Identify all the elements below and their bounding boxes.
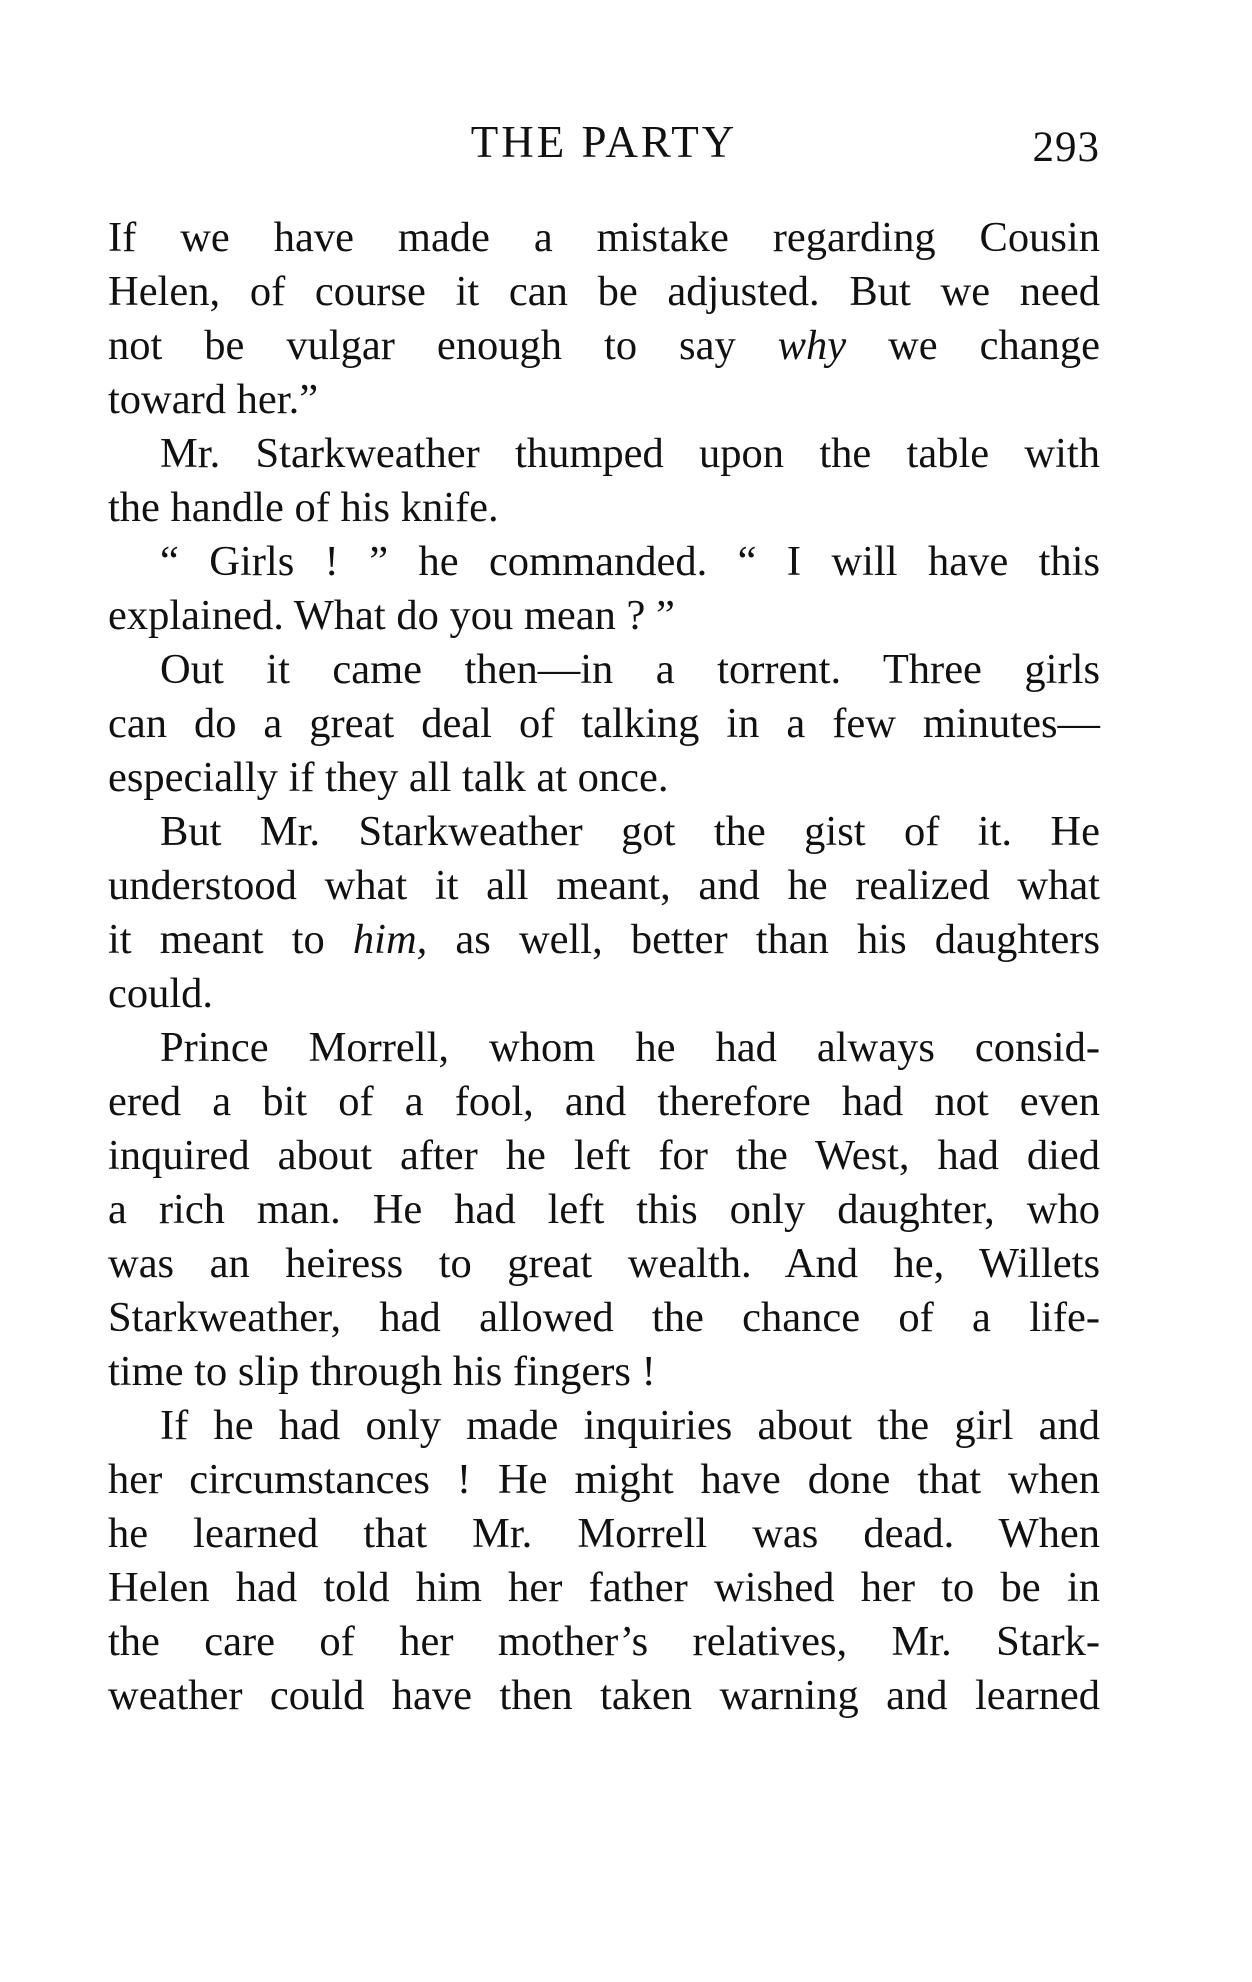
text-line: he learned that Mr. Morrell was dead. When bbox=[108, 1510, 1100, 1557]
text-line: can do a great deal of talking in a few minutes— bbox=[108, 700, 1100, 747]
text-line bbox=[108, 913, 1100, 967]
text-line: a rich man. He had left this only daughter, who bbox=[108, 1186, 1100, 1233]
text-line: “ Girls ! ” he commanded. “ I will have this bbox=[160, 538, 1100, 585]
text-line: Out it came then—in a torrent. Three girls bbox=[160, 646, 1100, 693]
text-run: it meant to bbox=[108, 916, 353, 963]
text-run: as well, better than his daughters bbox=[427, 916, 1100, 963]
running-title: THE PARTY bbox=[470, 117, 738, 167]
italic-emphasis: him, bbox=[352, 916, 428, 963]
text-line: Starkweather, had allowed the chance of a life- bbox=[108, 1294, 1100, 1341]
text-line: weather could have then taken warning and learned bbox=[108, 1672, 1100, 1719]
text-line: the handle of his knife. bbox=[108, 484, 499, 531]
italic-emphasis: why bbox=[777, 322, 847, 369]
text-line: Prince Morrell, whom he had always consid- bbox=[160, 1024, 1100, 1071]
text-line: If we have made a mistake regarding Cousin bbox=[108, 214, 1100, 261]
text-line: understood what it all meant, and he realized what bbox=[108, 862, 1100, 909]
text-line: her circumstances ! He might have done that when bbox=[108, 1456, 1100, 1503]
text-line: Mr. Starkweather thumped upon the table with bbox=[160, 430, 1100, 477]
text-line: ered a bit of a fool, and therefore had not even bbox=[108, 1078, 1100, 1125]
text-line: Helen had told him her father wished her to be in bbox=[108, 1564, 1100, 1611]
text-line: could. bbox=[108, 970, 214, 1017]
text-line: toward her.” bbox=[108, 376, 319, 423]
page-number: 293 bbox=[1032, 124, 1100, 171]
text-line: time to slip through his fingers ! bbox=[108, 1348, 656, 1395]
body-text bbox=[108, 211, 1100, 1723]
text-line: explained. What do you mean ? ” bbox=[108, 592, 675, 639]
text-line bbox=[108, 319, 1100, 373]
page-header bbox=[108, 112, 1100, 172]
text-line: But Mr. Starkweather got the gist of it. He bbox=[160, 808, 1100, 855]
text-line: inquired about after he left for the West, had died bbox=[108, 1132, 1100, 1179]
text-run: we change bbox=[846, 322, 1100, 369]
text-run: not be vulgar enough to say bbox=[108, 322, 778, 369]
text-line: the care of her mother’s relatives, Mr. Stark- bbox=[108, 1618, 1100, 1665]
text-line: If he had only made inquiries about the girl and bbox=[160, 1402, 1100, 1449]
text-line: Helen, of course it can be adjusted. But we need bbox=[108, 268, 1100, 315]
text-line: was an heiress to great wealth. And he, Willets bbox=[108, 1240, 1100, 1287]
text-line: especially if they all talk at once. bbox=[108, 754, 669, 801]
